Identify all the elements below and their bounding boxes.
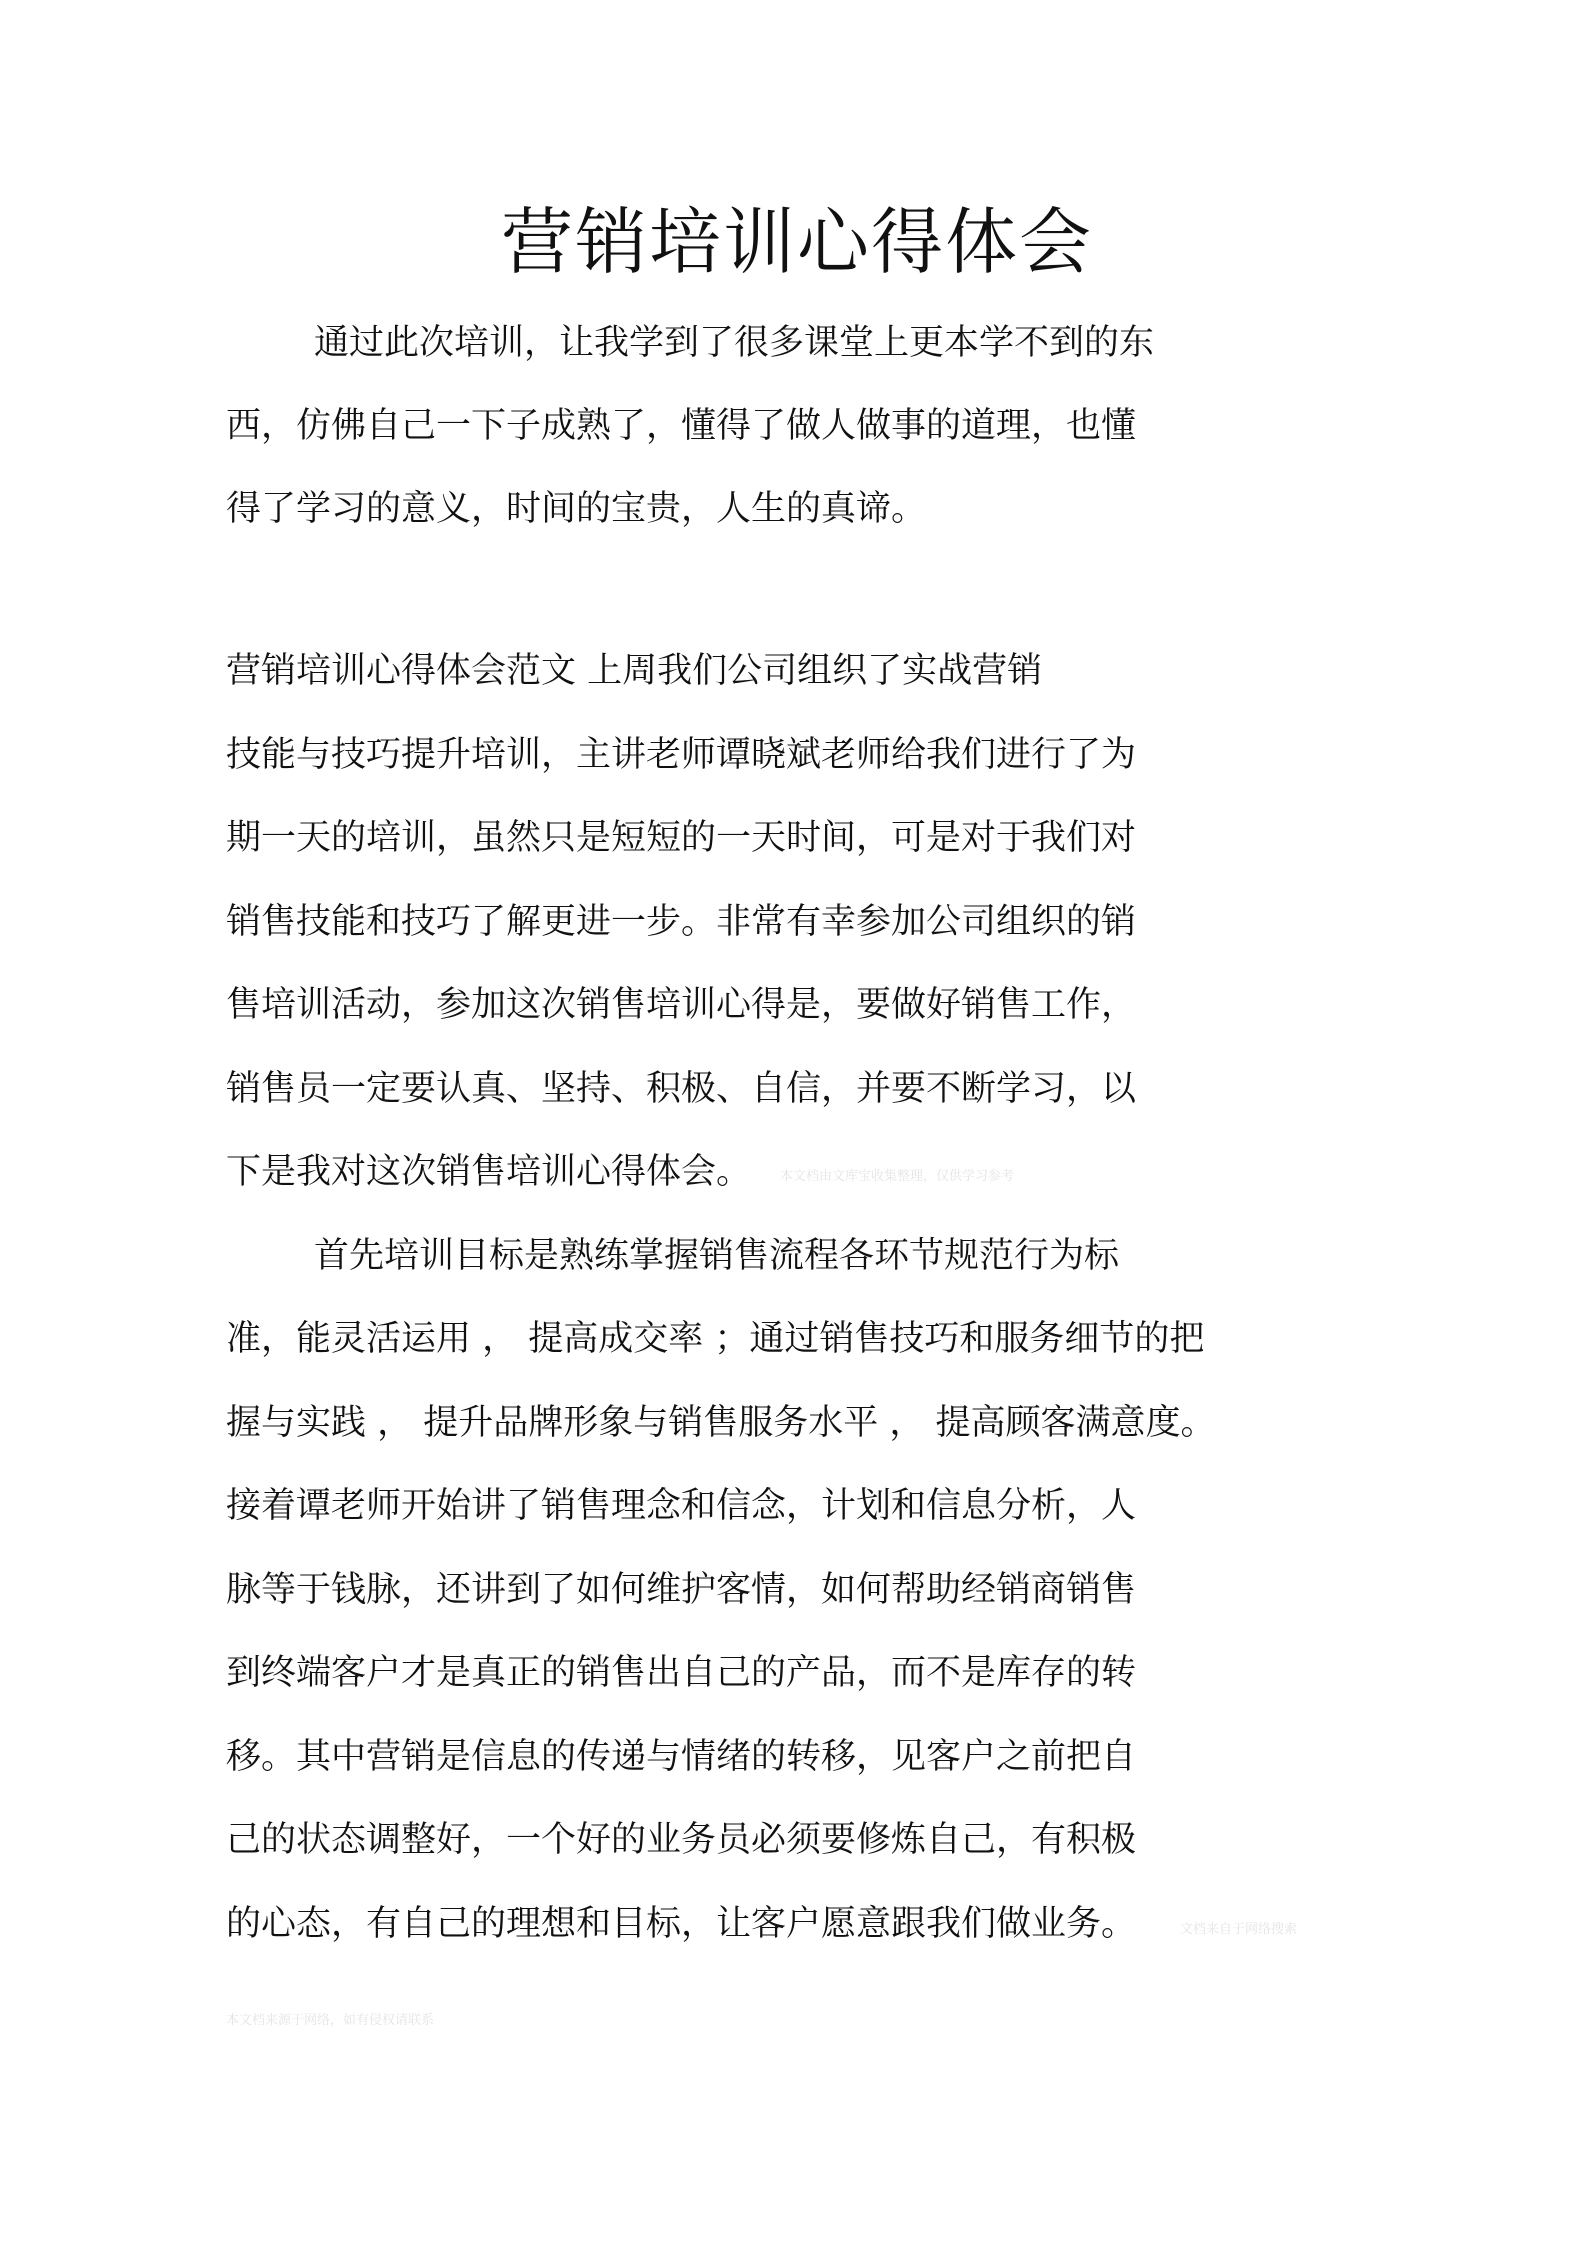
paragraph-line: 营销培训心得体会范文 上周我们公司组织了实战营销 xyxy=(226,651,1043,691)
paragraph-line: 下是我对这次销售培训心得体会。 xyxy=(226,1152,752,1192)
paragraph-line: 西，仿佛自己一下子成熟了，懂得了做人做事的道理，也懂 xyxy=(226,406,1137,446)
paragraph-line: 通过此次培训，让我学到了很多课堂上更本学不到的东 xyxy=(314,323,1155,363)
paragraph-line: 己的状态调整好，一个好的业务员必须要修炼自己，有积极 xyxy=(226,1820,1137,1860)
paragraph-line: 期一天的培训，虽然只是短短的一天时间，可是对于我们对 xyxy=(226,818,1137,858)
watermark-text: 本文档由文库宝收集整理，仅供学习参考 xyxy=(780,1169,1015,1184)
document-title: 营销培训心得体会 xyxy=(500,200,1093,284)
watermark-text: 文档来自于网络搜索 xyxy=(1180,1922,1298,1937)
paragraph-line: 的心态，有自己的理想和目标，让客户愿意跟我们做业务。 xyxy=(226,1904,1137,1944)
paragraph-line: 脉等于钱脉，还讲到了如何维护客情，如何帮助经销商销售 xyxy=(226,1570,1137,1610)
paragraph-line: 握与实践 ， 提升品牌形象与销售服务水平 ， 提高顾客满意度。 xyxy=(226,1403,1216,1443)
paragraph-line: 销售技能和技巧了解更进一步。非常有幸参加公司组织的销 xyxy=(226,902,1137,942)
paragraph-line: 销售员一定要认真、坚持、积极、自信，并要不断学习，以 xyxy=(226,1069,1137,1109)
paragraph-line: 准，能灵活运用 ， 提高成交率 ；通过销售技巧和服务细节的把 xyxy=(226,1319,1205,1359)
paragraph-line: 技能与技巧提升培训，主讲老师谭晓斌老师给我们进行了为 xyxy=(226,735,1137,775)
paragraph-line: 得了学习的意义，时间的宝贵，人生的真谛。 xyxy=(226,489,927,529)
paragraph-line: 售培训活动，参加这次销售培训心得是，要做好销售工作， xyxy=(226,985,1137,1025)
paragraph-line: 移。其中营销是信息的传递与情绪的转移，见客户之前把自 xyxy=(226,1737,1137,1777)
paragraph-line: 接着谭老师开始讲了销售理念和信念，计划和信息分析，人 xyxy=(226,1486,1137,1526)
paragraph-line: 到终端客户才是真正的销售出自己的产品，而不是库存的转 xyxy=(226,1653,1137,1693)
watermark-text: 本文档来源于网络，如有侵权请联系 xyxy=(226,2013,435,2028)
paragraph-line: 首先培训目标是熟练掌握销售流程各环节规范行为标 xyxy=(314,1236,1120,1276)
